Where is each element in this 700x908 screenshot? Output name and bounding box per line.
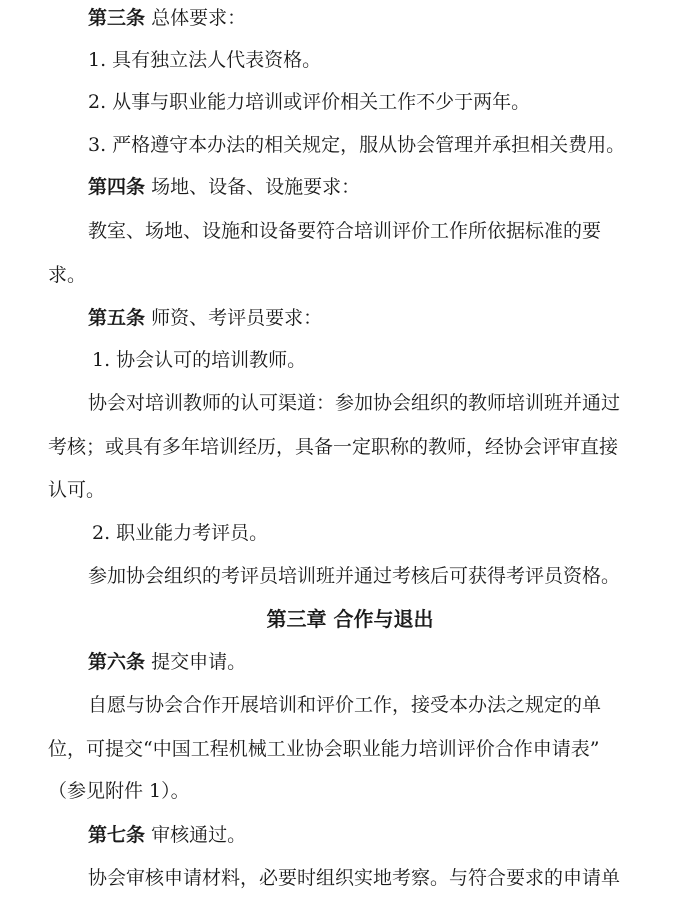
paragraph-line: 参加协会组织的考评员培训班并通过考核后可获得考评员资格。 (88, 565, 621, 587)
article-label: 第四条 (88, 176, 146, 198)
paragraph-line: 认可。 (48, 479, 106, 501)
article-7-heading (0, 822, 700, 848)
paragraph-line: 考核；或具有多年培训经历，具备一定职称的教师，经协会评审直接 (48, 436, 619, 458)
paragraph-line: 位，可提交“中国工程机械工业协会职业能力培训评价合作申请表” (48, 738, 600, 760)
list-item: 2. 职业能力考评员。 (92, 522, 269, 544)
paragraph-line: 求。 (48, 264, 87, 286)
article-label: 第三条 (88, 7, 146, 29)
article-4-heading (0, 174, 700, 200)
article-title: 审核通过。 (151, 824, 247, 846)
article-3-heading (0, 5, 700, 31)
article-title: 总体要求： (151, 7, 247, 29)
paragraph-line: 教室、场地、设施和设备要符合培训评价工作所依据标准的要 (88, 220, 602, 242)
chapter-heading: 第三章 合作与退出 (266, 607, 434, 631)
article-label: 第六条 (88, 651, 146, 673)
list-item: 3. 严格遵守本办法的相关规定，服从协会管理并承担相关费用。 (88, 134, 626, 156)
article-label: 第五条 (88, 307, 146, 329)
article-5-heading (0, 305, 700, 331)
paragraph-line: （参见附件 1）。 (48, 780, 190, 802)
article-label: 第七条 (88, 824, 146, 846)
paragraph-line: 协会审核申请材料，必要时组织实地考察。与符合要求的申请单 (88, 867, 621, 889)
article-title: 师资、考评员要求： (151, 307, 323, 329)
article-6-heading (0, 649, 700, 675)
article-title: 场地、设备、设施要求： (151, 176, 361, 198)
paragraph-line: 自愿与协会合作开展培训和评价工作，接受本办法之规定的单 (88, 694, 602, 716)
list-item: 2. 从事与职业能力培训或评价相关工作不少于两年。 (88, 91, 531, 113)
paragraph-line: 协会对培训教师的认可渠道：参加协会组织的教师培训班并通过 (88, 392, 621, 414)
article-title: 提交申请。 (151, 651, 247, 673)
list-item: 1. 具有独立法人代表资格。 (88, 49, 322, 71)
list-item: 1. 协会认可的培训教师。 (92, 349, 307, 371)
